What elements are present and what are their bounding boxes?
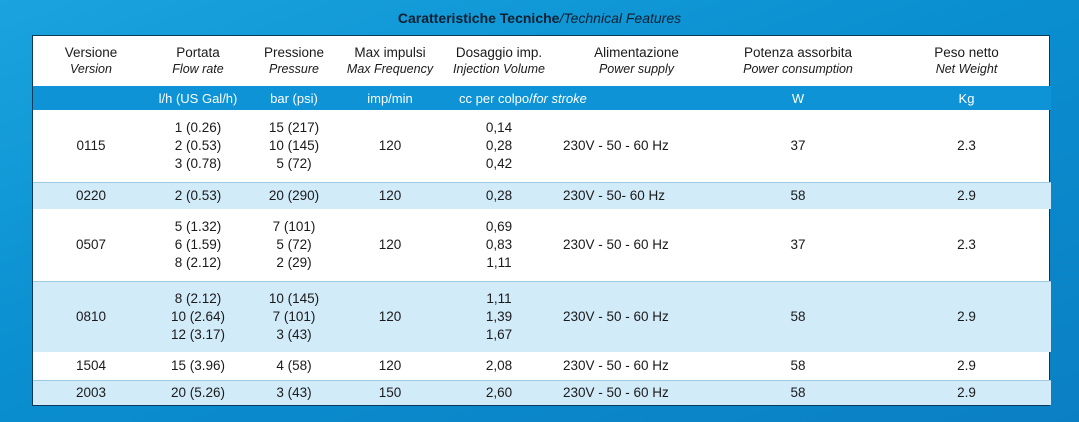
cell-pressure-line: 3 (43) bbox=[276, 385, 312, 400]
cell-version: 1504 bbox=[33, 352, 149, 381]
cell-volume bbox=[439, 183, 559, 210]
unit-version bbox=[33, 86, 149, 110]
table-row bbox=[33, 282, 1051, 353]
cell-flow-rate-line: 20 (5.26) bbox=[170, 385, 226, 400]
cell-frequency: 120 bbox=[341, 352, 439, 381]
cell-volume-line: 0,69 bbox=[485, 219, 513, 234]
cell-power-supply: 230V - 50 - 60 Hz bbox=[559, 352, 714, 381]
cell-power-supply: 230V - 50 - 60 Hz bbox=[559, 209, 714, 282]
cell-pressure-line: 2 (29) bbox=[276, 255, 312, 270]
cell-frequency: 120 bbox=[341, 183, 439, 210]
cell-pressure-line: 20 (290) bbox=[268, 188, 320, 203]
unit-weight: Kg bbox=[882, 86, 1051, 110]
cell-volume bbox=[439, 282, 559, 353]
cell-flow-rate bbox=[149, 183, 247, 210]
cell-weight: 2.9 bbox=[882, 352, 1051, 381]
unit-pressure: bar (psi) bbox=[247, 86, 341, 110]
header-power-consumption: Potenza assorbita Power consumption bbox=[743, 45, 853, 76]
cell-weight: 2.9 bbox=[882, 381, 1051, 406]
header-power-supply: Alimentazione Power supply bbox=[594, 45, 679, 76]
cell-consumption: 37 bbox=[714, 209, 882, 282]
table-row bbox=[33, 110, 1051, 183]
cell-pressure-line: 10 (145) bbox=[268, 291, 320, 306]
cell-flow-rate-line: 2 (0.53) bbox=[174, 138, 222, 153]
header-injection-volume: Dosaggio imp. Injection Volume bbox=[453, 45, 545, 76]
cell-flow-rate bbox=[149, 381, 247, 406]
cell-frequency: 150 bbox=[341, 381, 439, 406]
cell-volume bbox=[439, 110, 559, 183]
unit-consumption: W bbox=[714, 86, 882, 110]
cell-pressure bbox=[247, 381, 341, 406]
header-flow-rate: Portata Flow rate bbox=[172, 45, 224, 76]
cell-consumption: 58 bbox=[714, 381, 882, 406]
cell-volume-line: 0,42 bbox=[485, 156, 513, 171]
cell-volume bbox=[439, 381, 559, 406]
cell-pressure-line: 3 (43) bbox=[276, 327, 312, 342]
table-row bbox=[33, 209, 1051, 282]
cell-flow-rate-line: 12 (3.17) bbox=[170, 327, 226, 342]
cell-power-supply: 230V - 50 - 60 Hz bbox=[559, 110, 714, 183]
cell-pressure-line: 15 (217) bbox=[268, 120, 320, 135]
cell-flow-rate-line: 1 (0.26) bbox=[174, 120, 222, 135]
title-italian: Caratteristiche Tecniche bbox=[397, 10, 560, 26]
cell-flow-rate-line: 15 (3.96) bbox=[170, 358, 226, 373]
header-net-weight: Peso netto Net Weight bbox=[934, 45, 999, 76]
cell-flow-rate bbox=[149, 110, 247, 183]
cell-volume-line: 0,83 bbox=[485, 237, 513, 252]
units-row bbox=[33, 86, 1051, 110]
cell-flow-rate-line: 8 (2.12) bbox=[174, 255, 222, 270]
cell-volume-line: 0,28 bbox=[485, 188, 513, 203]
cell-volume-line: 0,28 bbox=[485, 138, 513, 153]
table-row bbox=[33, 352, 1051, 381]
technical-features-table bbox=[32, 35, 1050, 406]
cell-consumption: 58 bbox=[714, 183, 882, 210]
cell-volume-line: 1,67 bbox=[485, 327, 513, 342]
cell-version: 0507 bbox=[33, 209, 149, 282]
cell-version: 2003 bbox=[33, 381, 149, 406]
cell-flow-rate-line: 8 (2.12) bbox=[174, 291, 222, 306]
cell-pressure-line: 10 (145) bbox=[268, 138, 320, 153]
cell-volume-line: 0,14 bbox=[485, 120, 513, 135]
unit-volume: cc per colpo/for stroke bbox=[439, 86, 714, 110]
cell-version: 0220 bbox=[33, 183, 149, 210]
table-title bbox=[0, 10, 1079, 26]
cell-frequency: 120 bbox=[341, 209, 439, 282]
cell-pressure bbox=[247, 209, 341, 282]
cell-power-supply: 230V - 50- 60 Hz bbox=[559, 183, 714, 210]
cell-volume-line: 2,08 bbox=[485, 358, 513, 373]
table-row bbox=[33, 381, 1051, 406]
cell-pressure-line: 4 (58) bbox=[276, 358, 312, 373]
cell-weight: 2.9 bbox=[882, 282, 1051, 353]
cell-pressure bbox=[247, 282, 341, 353]
title-english: /Technical Features bbox=[559, 10, 682, 26]
cell-pressure bbox=[247, 110, 341, 183]
cell-weight: 2.9 bbox=[882, 183, 1051, 210]
cell-power-supply: 230V - 50 - 60 Hz bbox=[559, 282, 714, 353]
table-row bbox=[33, 183, 1051, 210]
cell-version: 0115 bbox=[33, 110, 149, 183]
header-pressure: Pressione Pressure bbox=[263, 45, 325, 76]
table-body bbox=[33, 110, 1051, 405]
cell-volume-line: 1,11 bbox=[486, 255, 512, 270]
cell-pressure-line: 5 (72) bbox=[276, 237, 312, 252]
cell-flow-rate-line: 6 (1.59) bbox=[174, 237, 222, 252]
cell-flow-rate-line: 3 (0.78) bbox=[174, 156, 222, 171]
cell-weight: 2.3 bbox=[882, 209, 1051, 282]
cell-flow-rate-line: 10 (2.64) bbox=[170, 309, 226, 324]
cell-pressure-line: 7 (101) bbox=[272, 219, 316, 234]
cell-weight: 2.3 bbox=[882, 110, 1051, 183]
cell-version: 0810 bbox=[33, 282, 149, 353]
cell-consumption: 37 bbox=[714, 110, 882, 183]
cell-volume-line: 1,11 bbox=[486, 291, 512, 306]
cell-pressure-line: 5 (72) bbox=[276, 156, 312, 171]
cell-pressure-line: 7 (101) bbox=[272, 309, 316, 324]
unit-frequency: imp/min bbox=[341, 86, 439, 110]
cell-volume bbox=[439, 209, 559, 282]
cell-consumption: 58 bbox=[714, 352, 882, 381]
cell-flow-rate-line: 5 (1.32) bbox=[174, 219, 222, 234]
cell-volume-line: 1,39 bbox=[485, 309, 513, 324]
cell-flow-rate bbox=[149, 209, 247, 282]
spec-table bbox=[33, 36, 1051, 405]
unit-flow-rate: l/h (US Gal/h) bbox=[149, 86, 247, 110]
cell-volume-line: 2,60 bbox=[485, 385, 513, 400]
header-version: Versione Version bbox=[64, 45, 118, 76]
header-max-frequency: Max impulsi Max Frequency bbox=[346, 45, 434, 76]
cell-consumption: 58 bbox=[714, 282, 882, 353]
header-row bbox=[33, 36, 1051, 86]
cell-frequency: 120 bbox=[341, 282, 439, 353]
cell-pressure bbox=[247, 183, 341, 210]
cell-volume bbox=[439, 352, 559, 381]
cell-flow-rate bbox=[149, 352, 247, 381]
cell-power-supply: 230V - 50 - 60 Hz bbox=[559, 381, 714, 406]
cell-flow-rate bbox=[149, 282, 247, 353]
cell-pressure bbox=[247, 352, 341, 381]
cell-flow-rate-line: 2 (0.53) bbox=[174, 188, 222, 203]
cell-frequency: 120 bbox=[341, 110, 439, 183]
